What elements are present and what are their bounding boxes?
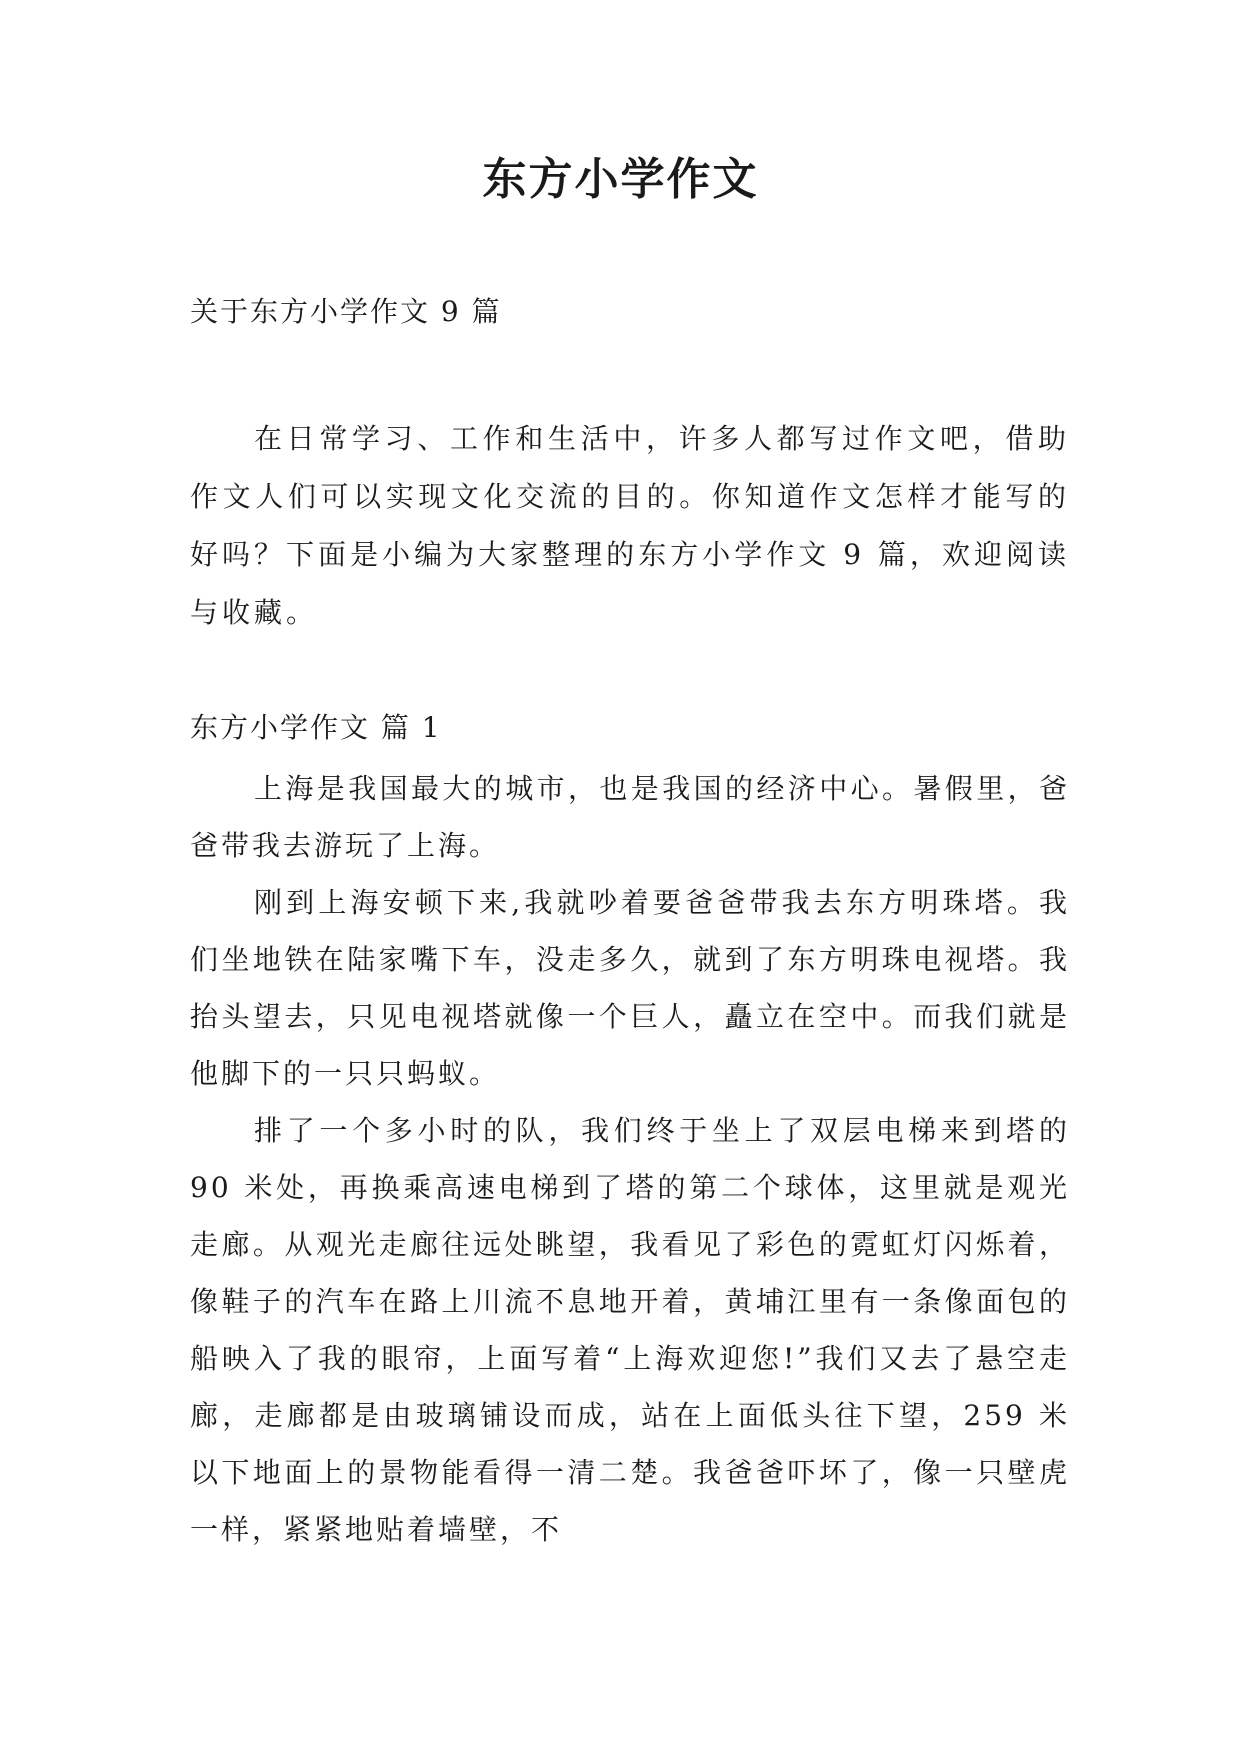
body-paragraph: 上海是我国最大的城市，也是我国的经济中心。暑假里，爸爸带我去游玩了上海。	[190, 772, 1070, 862]
intro-paragraph: 在日常学习、工作和生活中，许多人都写过作文吧，借助作文人们可以实现文化交流的目的。你知道作文怎样才能写的好吗？下面是小编为大家整理的东方小学作文 9 篇，欢迎阅读与收藏。	[190, 422, 1070, 629]
section-heading: 东方小学作文 篇 1	[190, 711, 442, 744]
document-subtitle: 关于东方小学作文 9 篇	[190, 295, 502, 328]
body-paragraph: 排了一个多小时的队，我们终于坐上了双层电梯来到塔的 90 米处，再换乘高速电梯到了塔的第二个球体，这里就是观光走廊。从观光走廊往远处眺望，我看见了彩色的霓虹灯闪烁着，像鞋子的汽车在路上川流不息地开着，黄埔江里有一条像面包的船映入了我的眼帘，上面写着“上海欢迎您!”我们又去了悬空走廊，走廊都是由玻璃铺设而成，站在上面低头往下望，259 米以下地面上的景物能看得一清二楚。我爸爸吓坏了，像一只壁虎一样，紧紧地贴着墙壁，不	[190, 1114, 1070, 1546]
section-body	[190, 760, 1070, 1558]
body-paragraph: 刚到上海安顿下来,我就吵着要爸爸带我去东方明珠塔。我们坐地铁在陆家嘴下车，没走多久，就到了东方明珠电视塔。我抬头望去，只见电视塔就像一个巨人，矗立在空中。而我们就是他脚下的一只只蚂蚁。	[190, 886, 1070, 1090]
document-title: 东方小学作文	[482, 154, 759, 205]
